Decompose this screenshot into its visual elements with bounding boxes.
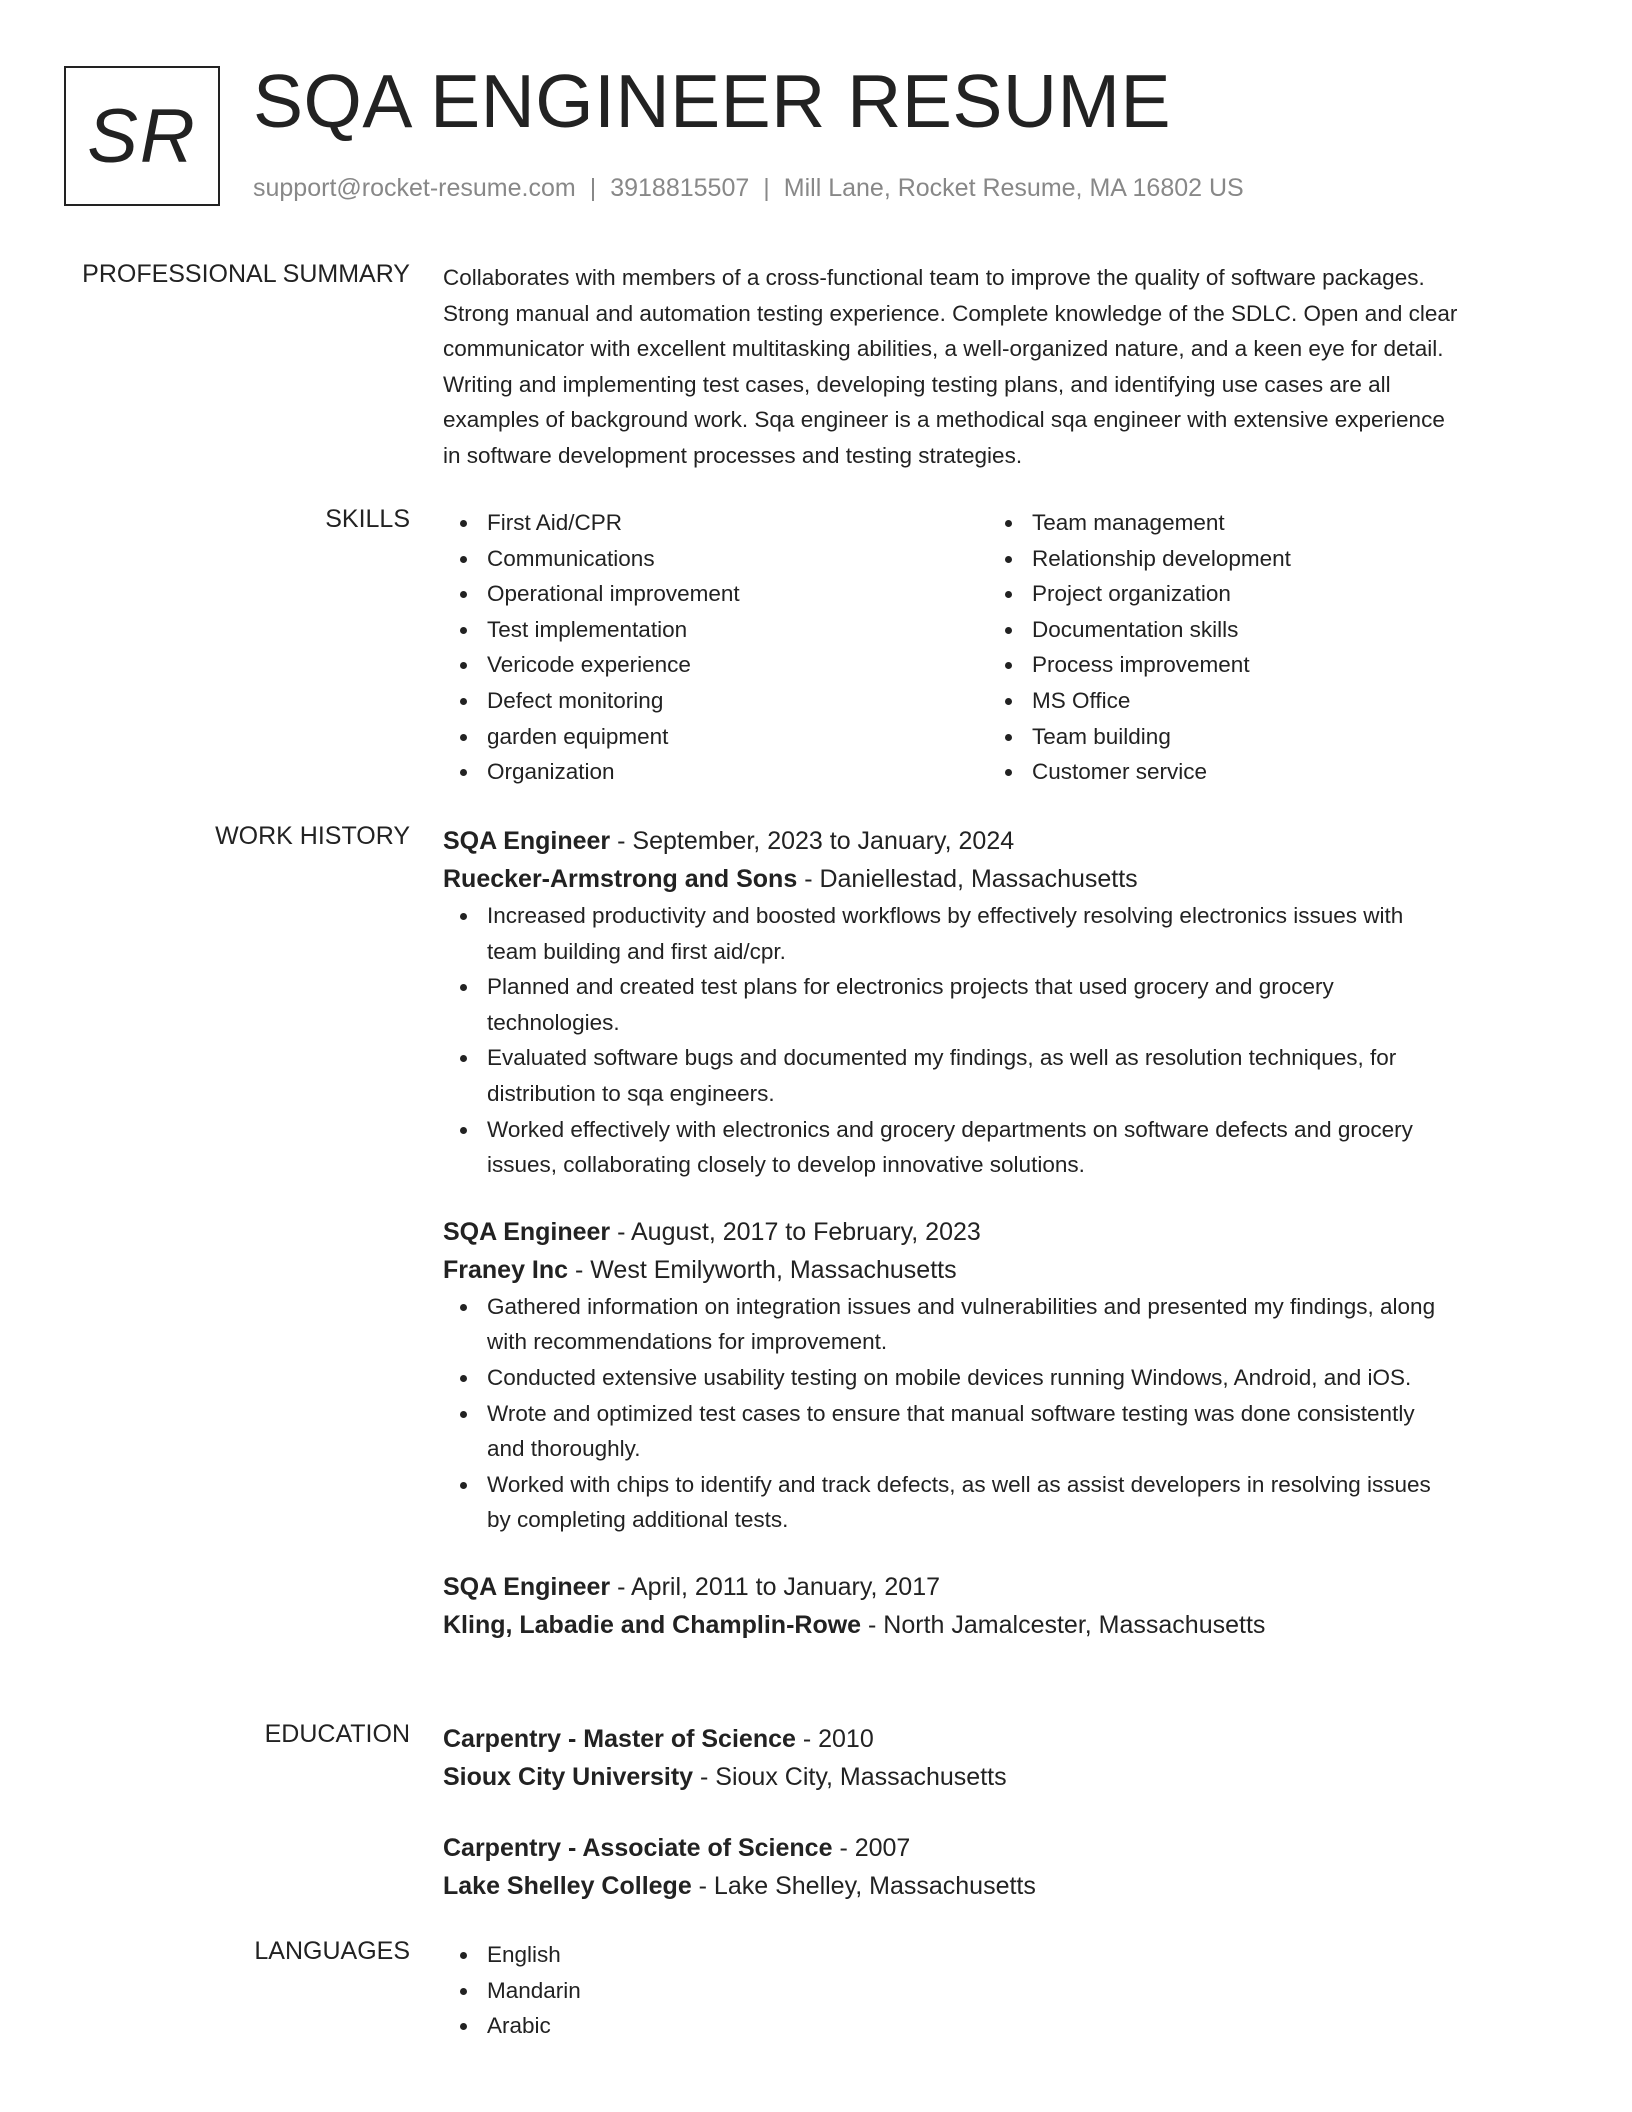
job-title: SQA Engineer [443,1217,611,1246]
skill-item: Communications [487,541,988,577]
skill-item: Team building [1032,719,1533,755]
contact-separator: | [763,174,770,202]
skill-item: Relationship development [1032,541,1533,577]
section-heading-summary: PROFESSIONAL SUMMARY [82,260,410,288]
bullet-line: Worked with chips to identify and track defects, as well as assist developers in resolving issues [487,1471,1431,1497]
school-name: Lake Shelley College [443,1872,692,1900]
languages-body [443,1937,1555,2044]
job-bullet [487,1112,1555,1183]
job-company: Ruecker-Armstrong and Sons [443,865,798,893]
bullet-line: by completing additional tests. [487,1507,789,1533]
bullet-line: Evaluated software bugs and documented my findings, as well as resolution techniques, for [487,1045,1397,1071]
degree-year: - 2010 [795,1725,874,1753]
degree: Carpentry - Master of Science [443,1725,796,1753]
skill-item: Team management [1032,505,1533,541]
job-dates: - April, 2011 to January, 2017 [610,1572,941,1601]
skill-item: Project organization [1032,576,1533,612]
skill-item: MS Office [1032,683,1533,719]
skill-item: Test implementation [487,612,988,648]
contact-phone[interactable]: 3918815507 [610,174,750,202]
summary-paragraph [443,260,1555,474]
bullet-line: with recommendations for improvement. [487,1329,888,1355]
job-bullet [487,969,1555,1040]
summary-line: Writing and implementing test cases, developing testing plans, and identifying use cases are all [443,371,1391,397]
skill-item: Organization [487,754,988,790]
section-heading-languages: LANGUAGES [254,1937,410,1965]
job-location: - Daniellestad, Massachusetts [797,865,1138,893]
skills-column-left [443,505,988,790]
school-name: Sioux City University [443,1763,694,1791]
skill-item: Operational improvement [487,576,988,612]
bullet-line: issues, collaborating closely to develop innovative solutions. [487,1152,1085,1178]
language-item: Arabic [487,2008,1555,2044]
bullet-line: team building and first aid/cpr. [487,938,786,964]
job-title-line [443,1213,1555,1251]
contact-line [253,174,1244,203]
education-body [443,1720,1555,1905]
contact-email[interactable]: support@rocket-resume.com [253,174,576,202]
summary-line: Strong manual and automation testing experience. Complete knowledge of the SDLC. Open and clear [443,300,1458,326]
skill-item: Defect monitoring [487,683,988,719]
bullet-line: and thoroughly. [487,1436,641,1462]
skills-column-right [988,505,1533,790]
degree-year: - 2007 [832,1834,911,1862]
job-title: SQA Engineer [443,827,611,855]
summary-line: communicator with excellent multitasking abilities, a well-organized nature, and a keen eye for detail. [443,336,1444,362]
skill-item: Documentation skills [1032,612,1533,648]
section-heading-skills: SKILLS [325,505,410,533]
bullet-line: Wrote and optimized test cases to ensure that manual software testing was done consistently [487,1400,1415,1426]
job-entry [443,822,1555,1183]
summary-line: in software development processes and testing strategies. [443,442,1023,468]
job-company-line [443,1606,1555,1644]
bullet-line: Gathered information on integration issues and vulnerabilities and presented my findings, along [487,1293,1436,1319]
bullet-line: Worked effectively with electronics and grocery departments on software defects and grocery [487,1116,1413,1142]
skills-list [988,505,1533,790]
job-entry [443,1213,1555,1538]
contact-separator: | [589,174,597,202]
bullet-line: Planned and created test plans for electronics projects that used grocery and grocery [487,974,1334,1000]
education-entry [443,1720,1555,1796]
monogram-initials: SR [87,93,197,179]
section-heading-education: EDUCATION [264,1720,410,1748]
job-title: SQA Engineer [443,1572,611,1601]
job-dates: - August, 2017 to February, 2023 [610,1217,981,1246]
monogram-badge [64,66,220,206]
job-entry [443,1568,1555,1644]
degree-line [443,1829,1555,1867]
summary-body [443,260,1555,474]
languages-list [443,1937,1555,2044]
job-company-line [443,860,1555,898]
contact-address: Mill Lane, Rocket Resume, MA 16802 US [783,174,1244,202]
bullet-line: distribution to sqa engineers. [487,1080,775,1106]
job-bullet [487,898,1555,969]
job-bullet-list [443,898,1555,1183]
school-line [443,1867,1555,1905]
job-bullet [487,1396,1555,1467]
degree-line [443,1720,1555,1758]
skill-item: First Aid/CPR [487,505,988,541]
job-company-line [443,1251,1555,1289]
job-bullet [487,1360,1555,1396]
school-location: - Lake Shelley, Massachusetts [691,1872,1036,1900]
skill-item: Customer service [1032,754,1533,790]
skill-item: Vericode experience [487,647,988,683]
skills-list [443,505,988,790]
job-bullet-list [443,1289,1555,1538]
section-heading-work: WORK HISTORY [215,822,410,850]
language-item: English [487,1937,1555,1973]
education-entry [443,1829,1555,1905]
job-dates: - September, 2023 to January, 2024 [610,827,1015,855]
bullet-line: technologies. [487,1009,620,1035]
summary-line: Collaborates with members of a cross-functional team to improve the quality of software packages. [443,265,1425,290]
job-bullet [487,1289,1555,1360]
job-title-line [443,1568,1555,1606]
bullet-line: Increased productivity and boosted workflows by effectively resolving electronics issues with [487,903,1404,928]
summary-line: examples of background work. Sqa engineer is a methodical sqa engineer with extensive experience [443,407,1445,433]
school-location: - Sioux City, Massachusetts [693,1763,1007,1791]
job-title-line [443,822,1555,860]
job-company: Franey Inc [443,1255,569,1284]
work-body [443,822,1555,1644]
job-bullet [487,1467,1555,1538]
skill-item: garden equipment [487,719,988,755]
job-location: - North Jamalcester, Massachusetts [861,1610,1266,1639]
skills-body [443,505,1555,790]
job-location: - West Emilyworth, Massachusetts [568,1255,957,1284]
bullet-line: Conducted extensive usability testing on mobile devices running Windows, Android, and iOS. [487,1364,1412,1390]
resume-title: SQA ENGINEER RESUME [253,59,1172,143]
school-line [443,1758,1555,1796]
degree: Carpentry - Associate of Science [443,1834,833,1862]
job-bullet [487,1040,1555,1111]
language-item: Mandarin [487,1973,1555,2009]
job-company: Kling, Labadie and Champlin-Rowe [443,1610,862,1639]
skill-item: Process improvement [1032,647,1533,683]
